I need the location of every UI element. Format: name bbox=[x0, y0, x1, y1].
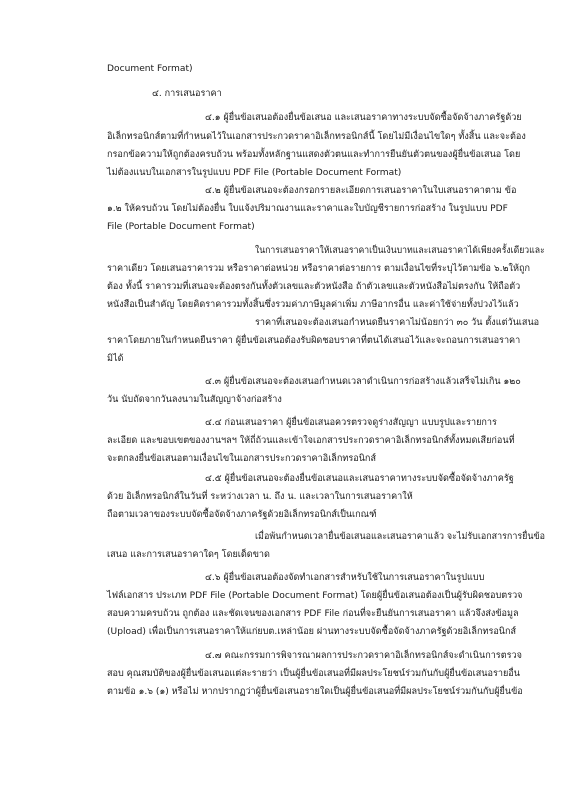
text-line-4: อิเล็กทรอนิกส์ตามที่กำหนดไว้ในเอกสารประกวดราคาอิเล็กทรอนิกส์นี้ โดยไม่มีเงื่อนไขใดๆ ทั้งสิ้น และจะต้อง bbox=[107, 132, 526, 142]
text-line-33: ตามข้อ ๑.๖ (๑) หรือไม่ หากปรากฏว่าผู้ยื่นข้อเสนอรายใดเป็นผู้ยื่นข้อเสนอที่มีผลประโยชน์ร่วมกันกับผู้ยื่นข้อ bbox=[107, 687, 523, 697]
text-line-10: ในการเสนอราคาให้เสนอราคาเป็นเงินบาทและเสนอราคาได้เพียงครั้งเดียวและ bbox=[255, 246, 545, 256]
text-line-14: ราคาที่เสนอจะต้องเสนอกำหนดยืนราคาไม่น้อยกว่า ๓๐ วัน ตั้งแต่วันเสนอ bbox=[255, 318, 540, 328]
text-line-20: ละเอียด และขอบเขตของงานฯลฯ ให้ถี่ถ้วนและเข้าใจเอกสารประกวดราคาอิเล็กทรอนิกส์ทั้งหมดเสียก่อนที่ bbox=[107, 436, 515, 446]
text-line-6: ไม่ต้องแนบในเอกสารในรูปแบบ PDF File (Portable Document Format) bbox=[107, 168, 402, 178]
text-line-23: ด้วย อิเล็กทรอนิกส์ในวันที่ ระหว่างเวลา น. ถึง น. และเวลาในการเสนอราคาให้ bbox=[107, 492, 413, 502]
text-line-28: ไฟล์เอกสาร ประเภท PDF File (Portable Document Format) โดยผู้ยื่นข้อเสนอต้องเป็นผู้รับผิดชอบตรวจ bbox=[107, 591, 523, 601]
text-line-25: เมื่อพ้นกำหนดเวลายื่นข้อเสนอและเสนอราคาแล้ว จะไม่รับเอกสารการยื่นข้อ bbox=[255, 532, 545, 542]
text-line-24: ถือตามเวลาของระบบจัดซื้อจัดจ้างภาครัฐด้วยอิเล็กทรอนิกส์เป็นเกณฑ์ bbox=[107, 510, 377, 520]
text-line-16: มิได้ bbox=[107, 354, 124, 364]
text-line-22: ๔.๕ ผู้ยื่นข้อเสนอจะต้องยื่นข้อเสนอและเสนอราคาทางระบบจัดซื้อจัดจ้างภาครัฐ bbox=[205, 474, 514, 484]
text-line-11: ราคาเดียว โดยเสนอราคารวม หรือราคาต่อหน่วย หรือราคาต่อรายการ ตามเงื่อนไขที่ระบุไว้ตามข้อ ๖.๒ให้ถูก bbox=[107, 264, 530, 274]
text-line-9: File (Portable Document Format) bbox=[107, 222, 255, 232]
section-heading-4: ๔. การเสนอราคา bbox=[152, 89, 222, 99]
text-line-7: ๔.๒ ผู้ยื่นข้อเสนอจะต้องกรอกรายละเอียดการเสนอราคาในใบเสนอราคาตาม ข้อ bbox=[205, 186, 517, 196]
text-line-8: ๑.๒ ให้ครบถ้วน โดยไม่ต้องยื่น ใบแจ้งปริมาณงานและราคาและใบบัญชีรายการก่อสร้าง ในรูปแบบ PDF bbox=[107, 204, 508, 214]
text-line-3: ๔.๑ ผู้ยื่นข้อเสนอต้องยื่นข้อเสนอ และเสนอราคาทางระบบจัดซื้อจัดจ้างภาครัฐด้วย bbox=[205, 113, 522, 123]
text-line-31: ๔.๗ คณะกรรมการพิจารณาผลการประกวดราคาอิเล็กทรอนิกส์จะดำเนินการตรวจ bbox=[205, 651, 522, 661]
text-line-21: จะตกลงยื่นข้อเสนอตามเงื่อนไขในเอกสารประกวดราคาอิเล็กทรอนิกส์ bbox=[107, 454, 376, 464]
text-line-5: กรอกข้อความให้ถูกต้องครบถ้วน พร้อมทั้งหลักฐานแสดงตัวตนและทำการยืนยันตัวตนของผู้ยื่นข้อเสนอ โดย bbox=[107, 150, 521, 160]
text-line-12: ต้อง ทั้งนี้ ราคารวมที่เสนอจะต้องตรงกันทั้งตัวเลขและตัวหนังสือ ถ้าตัวเลขและตัวหนังสือไม่ตรงกัน ให้ถือตัว bbox=[107, 282, 521, 292]
text-line-27: ๔.๖ ผู้ยื่นข้อเสนอต้องจัดทำเอกสารสำหรับใช้ในการเสนอราคาในรูปแบบ bbox=[205, 573, 485, 583]
text-line-19: ๔.๔ ก่อนเสนอราคา ผู้ยื่นข้อเสนอควรตรวจดูร่างสัญญา แบบรูปและรายการ bbox=[205, 418, 497, 428]
text-line-30: (Upload) เพื่อเป็นการเสนอราคาให้แก่ยบต.เหล่าน้อย ผ่านทางระบบจัดซื้อจัดจ้างภาครัฐด้วยอิเล็กทรอนิกส์ bbox=[107, 627, 517, 637]
text-line-1: Document Format) bbox=[107, 64, 193, 74]
text-line-15: ราคาโดยภายในกำหนดยืนราคา ผู้ยื่นข้อเสนอต้องรับผิดชอบราคาที่ตนได้เสนอไว้และจะถอนการเสนอราคา bbox=[107, 336, 521, 346]
text-line-17: ๔.๓ ผู้ยื่นข้อเสนอจะต้องเสนอกำหนดเวลาดำเนินการก่อสร้างแล้วเสร็จไม่เกิน ๑๒๐ bbox=[205, 377, 521, 387]
text-line-26: เสนอ และการเสนอราคาใดๆ โดยเด็ดขาด bbox=[107, 550, 270, 560]
text-line-32: สอบ คุณสมบัติของผู้ยื่นข้อเสนอแต่ละรายว่า เป็นผู้ยื่นข้อเสนอที่มีผลประโยชน์ร่วมกันกับผู้ยื่นข้อเสนอรายอื่น bbox=[107, 669, 520, 679]
text-line-18: วัน นับถัดจากวันลงนามในสัญญาจ้างก่อสร้าง bbox=[107, 395, 282, 405]
text-line-29: สอบความครบถ้วน ถูกต้อง และชัดเจนของเอกสาร PDF File ก่อนที่จะยืนยันการเสนอราคา แล้วจึงส่งข้อมูล bbox=[107, 609, 519, 619]
text-line-13: หนังสือเป็นสำคัญ โดยคิดราคารวมทั้งสิ้นซึ่งรวมค่าภาษีมูลค่าเพิ่ม ภาษีอากรอื่น และค่าใช้จ่ายทั้งปวงไว้แล้ว bbox=[107, 300, 519, 310]
